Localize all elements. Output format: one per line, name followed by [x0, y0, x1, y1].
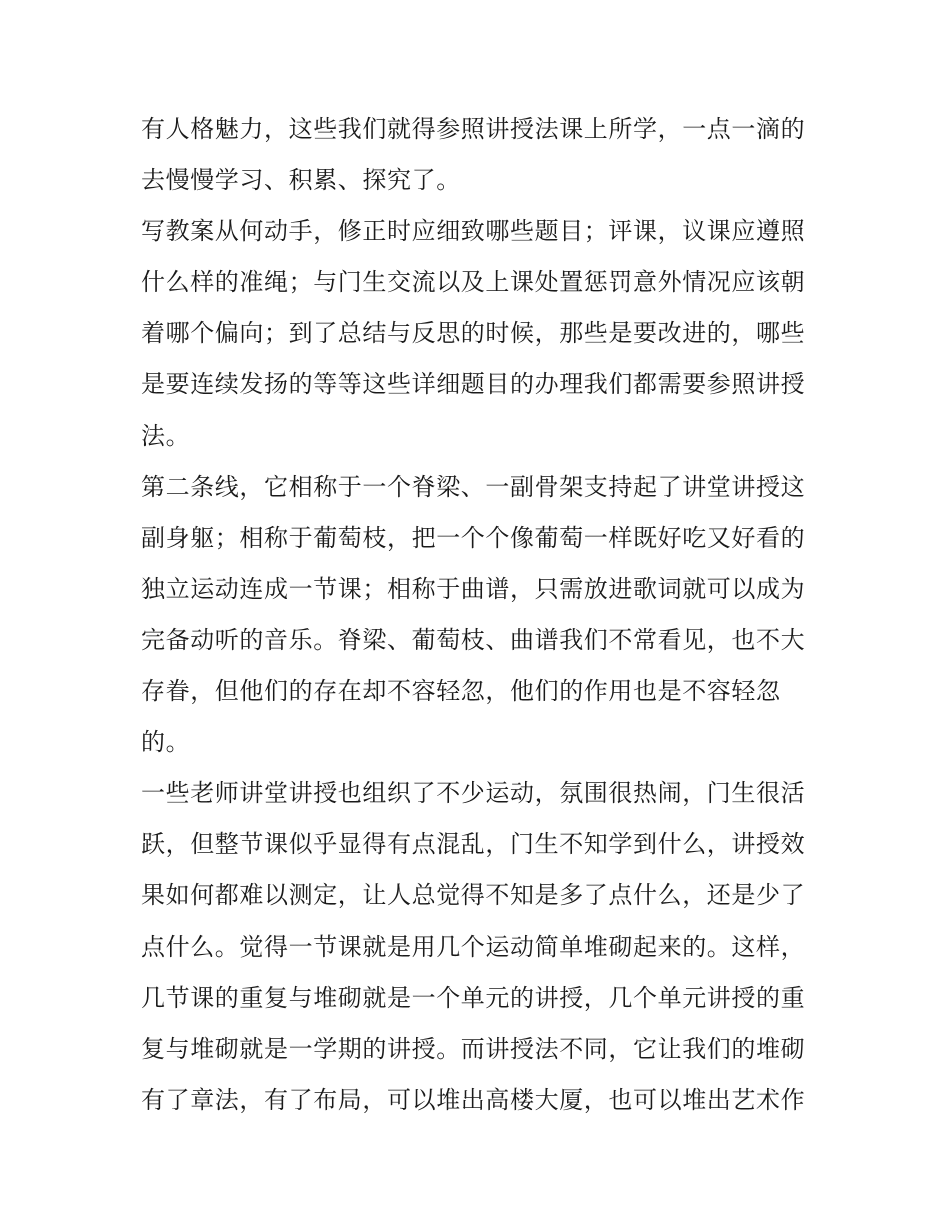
text-line: 的。: [141, 728, 191, 757]
text-line: 写教案从何动手，修正时应细致哪些题目；评课，议课应遵照: [141, 217, 806, 246]
text-line: 独立运动连成一节课；相称于曲谱，只需放进歌词就可以成为: [141, 574, 806, 603]
text-line: 有人格魅力，这些我们就得参照讲授法课上所学，一点一滴的: [141, 115, 806, 143]
text-line: 第二条线，它相称于一个脊梁、一副骨架支持起了讲堂讲授这: [141, 472, 806, 501]
text-line: 是要连续发扬的等等这些详细题目的办理我们都需要参照讲授: [141, 370, 806, 399]
text-line: 一些老师讲堂讲授也组织了不少运动，氛围很热闹，门生很活: [141, 779, 806, 808]
text-line: 法。: [141, 421, 191, 450]
text-line: 存眷，但他们的存在却不容轻忽，他们的作用也是不容轻忽: [141, 677, 781, 706]
text-line: 几节课的重复与堆砌就是一个单元的讲授，几个单元讲授的重: [141, 983, 806, 1012]
text-line: 点什么。觉得一节课就是用几个运动简单堆砌起来的。这样，: [141, 932, 806, 961]
text-line: 果如何都难以测定，让人总觉得不知是多了点什么，还是少了: [141, 881, 806, 910]
text-line: 有了章法，有了布局，可以堆出高楼大厦，也可以堆出艺术作: [141, 1085, 806, 1114]
document-body: [141, 104, 821, 1126]
text-line: 跃，但整节课似乎显得有点混乱，门生不知学到什么，讲授效: [141, 830, 806, 859]
text-line: 复与堆砌就是一学期的讲授。而讲授法不同，它让我们的堆砌: [141, 1034, 806, 1063]
text-line: 完备动听的音乐。脊梁、葡萄枝、曲谱我们不常看见，也不大: [141, 625, 806, 654]
text-line: 副身躯；相称于葡萄枝，把一个个像葡萄一样既好吃又好看的: [141, 523, 806, 552]
text-line: 什么样的准绳；与门生交流以及上课处置惩罚意外情况应该朝: [141, 268, 806, 297]
text-line: 着哪个偏向；到了总结与反思的时候，那些是要改进的，哪些: [141, 319, 806, 348]
text-line: 去慢慢学习、积累、探究了。: [141, 166, 461, 195]
